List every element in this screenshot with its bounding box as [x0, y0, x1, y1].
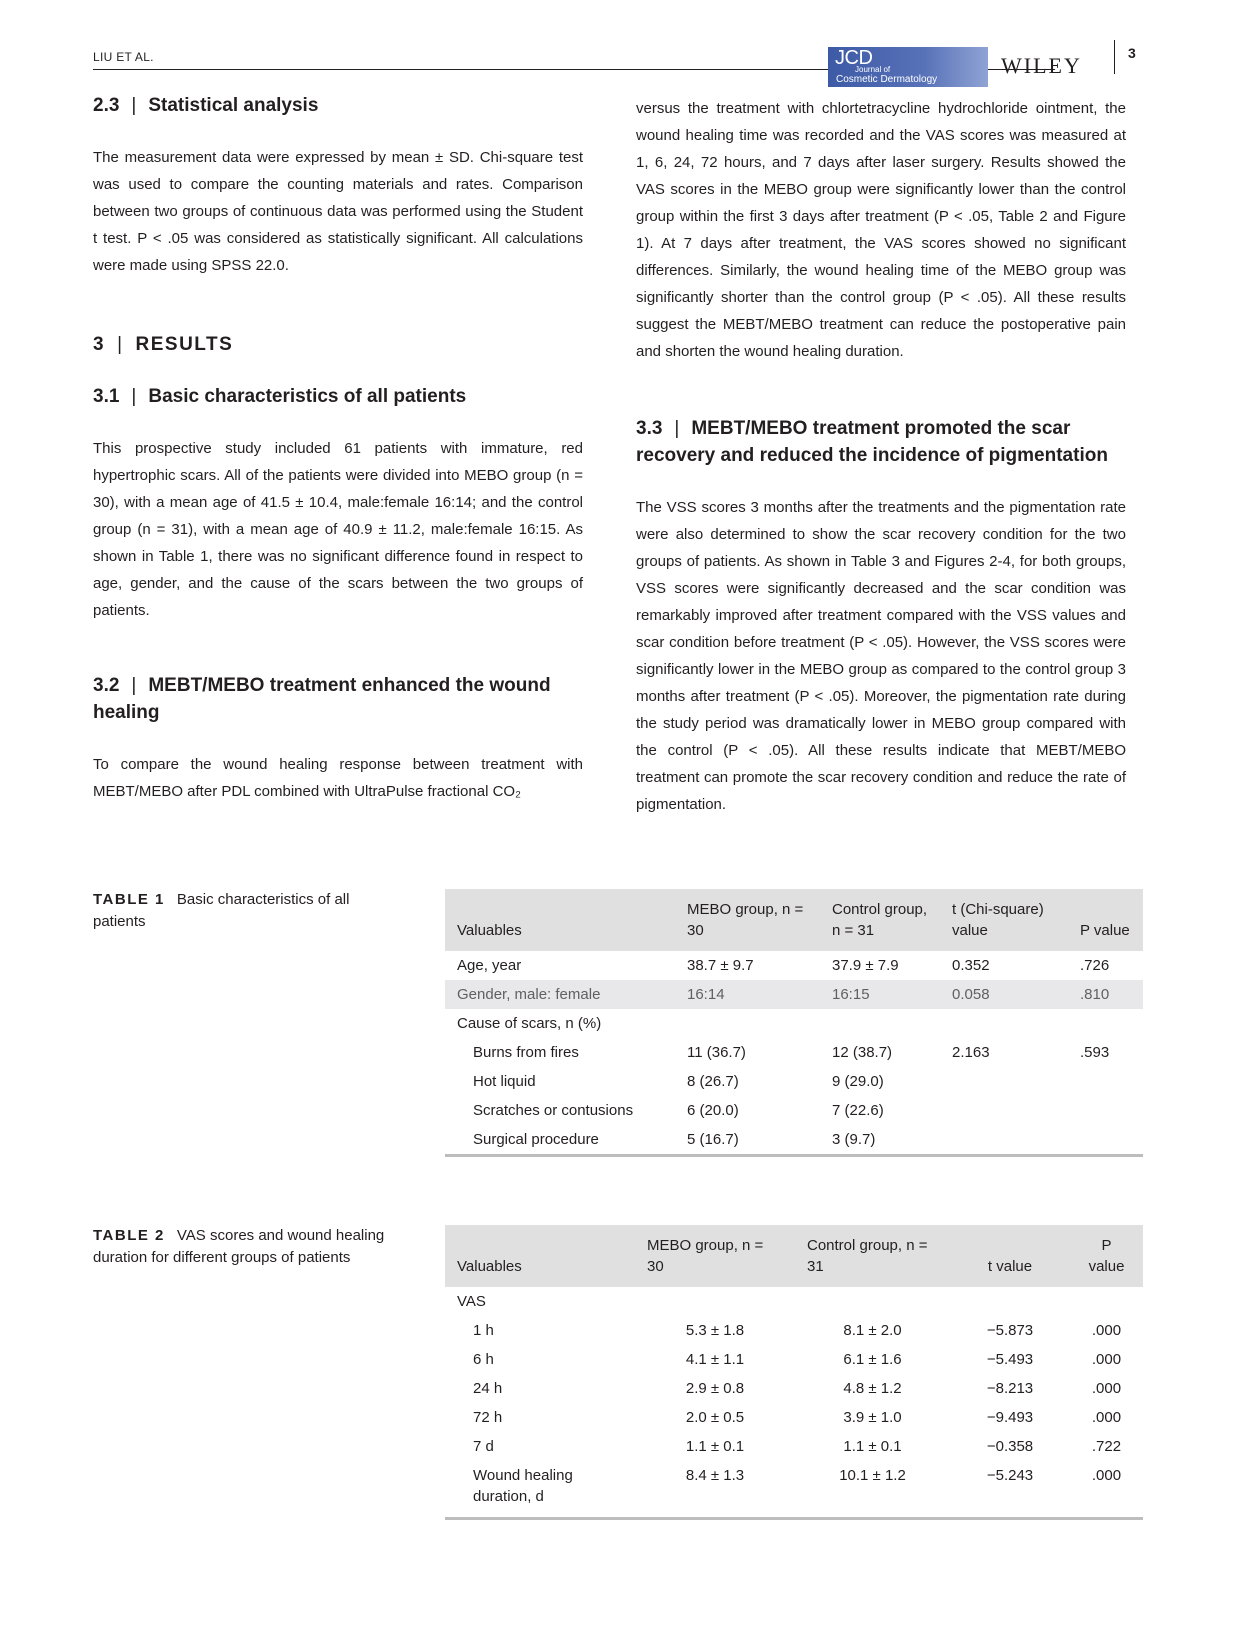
- running-authors: LIU ET AL.: [93, 50, 154, 64]
- table-row: [445, 1461, 1143, 1519]
- table-cell: Wound healing duration, d: [445, 1461, 635, 1519]
- table-cell: [675, 1009, 820, 1038]
- table-cell: Age, year: [457, 957, 522, 974]
- table-cell: −5.493: [986, 1351, 1034, 1368]
- table-row: [445, 1287, 1143, 1316]
- table-cell: 4.8 ± 1.2: [843, 1380, 902, 1397]
- section-3-1-heading: 3.1 | Basic characteristics of all patients: [93, 386, 467, 407]
- left-column: [93, 92, 583, 805]
- table-row: [445, 1125, 1143, 1156]
- table-row: [445, 1316, 1143, 1345]
- table-cell: .000: [1091, 1322, 1122, 1339]
- table-2: [445, 1225, 1143, 1520]
- section-number: 3.2: [93, 675, 120, 696]
- table-cell: .000: [1070, 1461, 1143, 1519]
- section-title: MEBT/MEBO treatment promoted the scar recovery and reduced the incidence of pigmentation: [636, 418, 1108, 466]
- table-cell: −0.358: [986, 1438, 1034, 1455]
- table-1: [445, 889, 1143, 1157]
- table-cell: .000: [1091, 1351, 1122, 1368]
- table-cell: Hot liquid: [473, 1073, 536, 1090]
- table-cell: .810: [1068, 980, 1143, 1009]
- section-title: Statistical analysis: [148, 95, 319, 116]
- table-cell: Gender, male: female: [445, 980, 675, 1009]
- table-cell: 2.9 ± 0.8: [685, 1380, 745, 1397]
- table-cell: 16:14: [675, 980, 820, 1009]
- section-title: MEBT/MEBO treatment enhanced the wound healing: [93, 675, 551, 723]
- table-cell: [940, 1009, 1068, 1038]
- column-header: P value: [1068, 889, 1143, 951]
- table-caption-text: Basic characteristics of all patients: [93, 891, 350, 930]
- table-cell: 2.0 ± 0.5: [685, 1409, 745, 1426]
- table-cell: 1 h: [473, 1322, 494, 1339]
- table-cell: [795, 1287, 950, 1316]
- table-cell: 24 h: [473, 1380, 503, 1397]
- table-cell: 5.3 ± 1.8: [685, 1322, 745, 1339]
- section-number: 3.3: [636, 418, 663, 439]
- table-cell: [940, 1125, 1068, 1156]
- column-header: Valuables: [445, 889, 675, 951]
- table-cell: 0.058: [940, 980, 1068, 1009]
- table-cell: Surgical procedure: [445, 1125, 675, 1156]
- table-cell: [950, 1287, 1070, 1316]
- table-label: TABLE 1: [93, 891, 165, 908]
- column-header: Control group, n = 31: [795, 1225, 950, 1287]
- section-2-3-text: The measurement data were expressed by mean ± SD. Chi-square test was used to compare the counting materials and rates. Comparison between two groups of continuous data was performed using the Student t test. P < .05 was considered as statistically significant. All calculations were made using SPSS 22.0.: [93, 149, 583, 274]
- section-3-1-text: This prospective study included 61 patients with immature, red hypertrophic scars. All of the patients were divided into MEBO group (n = 30), with a mean age of 41.5 ± 10.4, male:female 16:14; and the control group (n = 31), with a mean age of 40.9 ± 11.2, male:female 16:15. As shown in Table 1, there was no significant difference found in respect to age, gender, and the cause of the scars between the two groups of patients.: [93, 440, 583, 619]
- column-header: t (Chi-square) value: [940, 889, 1068, 951]
- table-cell: [1070, 1287, 1143, 1316]
- table-cell: [635, 1287, 795, 1316]
- table-cell: 37.9 ± 7.9: [832, 957, 899, 974]
- table-cell: [1068, 1125, 1143, 1156]
- section-2-3-heading: 2.3 | Statistical analysis: [93, 95, 319, 116]
- table-cell: [940, 1067, 1068, 1096]
- column-header: Valuables: [445, 1225, 635, 1287]
- table-row: [445, 980, 1143, 1009]
- table-cell: 1.1 ± 0.1: [843, 1438, 902, 1455]
- table-cell: 6.1 ± 1.6: [843, 1351, 902, 1368]
- column-header: P value: [1070, 1225, 1143, 1287]
- column-header: Control group, n = 31: [820, 889, 940, 951]
- publisher-logo: WILEY: [1001, 53, 1082, 78]
- table-cell: [940, 1096, 1068, 1125]
- table-row: [445, 1067, 1143, 1096]
- table-header-row: [445, 889, 1143, 951]
- table-cell: 2.163: [952, 1044, 990, 1061]
- table-row: [445, 1096, 1143, 1125]
- header-divider: [1114, 40, 1115, 74]
- column-header: t value: [950, 1225, 1070, 1287]
- table-cell: Burns from fires: [473, 1044, 579, 1061]
- column-header: MEBO group, n = 30: [635, 1225, 795, 1287]
- column-header: MEBO group, n = 30: [675, 889, 820, 951]
- journal-logo: [828, 47, 988, 87]
- table-cell: .000: [1091, 1380, 1122, 1397]
- section-3-3-text: The VSS scores 3 months after the treatments and the pigmentation rate were also determined to show the scar recovery condition for the two groups of patients. As shown in Table 3 and Figures 2-4, for both groups, VSS scores were significantly decreased and the scar condition was remarkably improved after treatment compared with the VSS values and scar condition before treatment (P < .05). However, the VSS scores were significantly lower in the MEBO group as compared to the control group 3 months after treatment (P < .05). Moreover, the pigmentation rate during the study period was dramatically lower in MEBO group compared with the control (P < .05). All these results indicate that MEBT/MEBO treatment can promote the scar recovery condition and reduce the rate of pigmentation.: [636, 499, 1126, 813]
- table-header-row: [445, 1225, 1143, 1287]
- section-3-2-continued: versus the treatment with chlortetracycline hydrochloride ointment, the wound healing time was recorded and the VAS scores was measured at 1, 6, 24, 72 hours, and 7 days after laser surgery. Results showed the VAS scores in the MEBO group were significantly lower than the control group within the first 3 days after treatment (P < .05, Table 2 and Figure 1). At 7 days after treatment, the VAS scores showed no significant differences. Similarly, the wound healing time of the MEBO group was significantly shorter than the control group (P < .05). All these results suggest the MEBT/MEBO treatment can reduce the postoperative pain and shorten the wound healing duration.: [636, 100, 1126, 360]
- table-cell: 1.1 ± 0.1: [685, 1438, 745, 1455]
- table-cell: .000: [1091, 1409, 1122, 1426]
- table-cell: VAS: [457, 1293, 486, 1310]
- table-cell: 12 (38.7): [832, 1044, 893, 1061]
- table-cell: 6 h: [473, 1351, 494, 1368]
- table-cell: .722: [1091, 1438, 1122, 1455]
- table-cell: 8.1 ± 2.0: [843, 1322, 902, 1339]
- journal-logo-name-2: Cosmetic Dermatology: [836, 74, 938, 85]
- table-cell: 11 (36.7): [687, 1044, 746, 1061]
- table-cell: 3 (9.7): [820, 1125, 940, 1156]
- journal-logo-abbr: JCD: [835, 47, 873, 69]
- table-cell: 7 (22.6): [832, 1102, 884, 1119]
- table-cell: −5.243: [950, 1461, 1070, 1519]
- table-cell: 8 (26.7): [687, 1073, 739, 1090]
- right-column: [636, 95, 1126, 818]
- section-number: 3.1: [93, 386, 120, 407]
- section-number: 2.3: [93, 95, 120, 116]
- table-1-caption: [93, 889, 393, 933]
- table-cell: −5.873: [986, 1322, 1034, 1339]
- page-number: 3: [1128, 45, 1136, 61]
- table-cell: .593: [1080, 1044, 1110, 1061]
- table-2-caption: [93, 1225, 393, 1269]
- section-title: RESULTS: [135, 334, 234, 355]
- table-cell: [1068, 1067, 1143, 1096]
- journal-logo-name-1: Journal of: [855, 65, 891, 74]
- table-row: [445, 1374, 1143, 1403]
- table-cell: 10.1 ± 1.2: [795, 1461, 950, 1519]
- table-cell: 6 (20.0): [687, 1102, 739, 1119]
- table-cell: [1068, 1096, 1143, 1125]
- table-cell: 0.352: [952, 957, 990, 974]
- table-cell: 7 d: [473, 1438, 494, 1455]
- table-cell: 72 h: [473, 1409, 503, 1426]
- section-title: Basic characteristics of all patients: [148, 386, 467, 407]
- table-label: TABLE 2: [93, 1227, 165, 1244]
- table-cell: 38.7 ± 9.7: [687, 957, 754, 974]
- table-cell: 9 (29.0): [832, 1073, 884, 1090]
- table-caption-text: VAS scores and wound healing duration for different groups of patients: [93, 1227, 385, 1266]
- table-cell: 16:15: [820, 980, 940, 1009]
- table-row: [445, 1432, 1143, 1461]
- table-cell: .726: [1080, 957, 1110, 974]
- table-cell: Cause of scars, n (%): [457, 1015, 602, 1032]
- table-row: [445, 1009, 1143, 1038]
- section-3-3-heading: 3.3 | MEBT/MEBO treatment promoted the scar recovery and reduced the incidence of pigmentation: [636, 418, 1108, 466]
- table-row: [445, 1038, 1143, 1067]
- table-cell: −9.493: [986, 1409, 1034, 1426]
- table-cell: 5 (16.7): [675, 1125, 820, 1156]
- table-cell: 8.4 ± 1.3: [635, 1461, 795, 1519]
- section-number: 3: [93, 334, 106, 355]
- table-row: [445, 1345, 1143, 1374]
- table-cell: Scratches or contusions: [473, 1102, 634, 1119]
- running-header: [93, 42, 1150, 85]
- section-3-2-heading: 3.2 | MEBT/MEBO treatment enhanced the wound healing: [93, 675, 551, 723]
- table-row: [445, 1403, 1143, 1432]
- table-cell: [1068, 1009, 1143, 1038]
- section-3-heading: 3 | RESULTS: [93, 334, 234, 355]
- table-row: [445, 951, 1143, 980]
- table-cell: −8.213: [986, 1380, 1034, 1397]
- table-cell: [820, 1009, 940, 1038]
- table-cell: 3.9 ± 1.0: [843, 1409, 902, 1426]
- table-cell: 4.1 ± 1.1: [685, 1351, 745, 1368]
- section-3-2-text: To compare the wound healing response between treatment with MEBT/MEBO after PDL combined with UltraPulse fractional CO₂: [93, 756, 583, 800]
